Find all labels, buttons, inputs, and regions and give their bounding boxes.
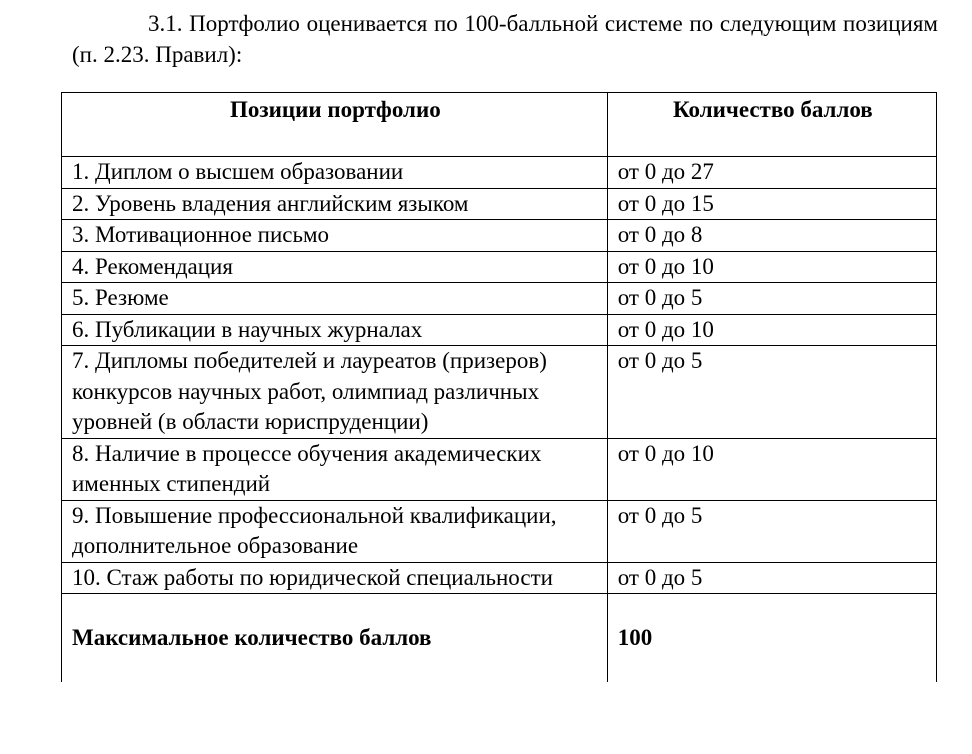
points-cell: от 0 до 8 [607, 220, 936, 252]
table-row [62, 438, 937, 500]
table-row [62, 346, 937, 439]
points-cell: от 0 до 5 [607, 562, 936, 594]
points-cell: от 0 до 15 [607, 188, 936, 220]
points-cell: от 0 до 10 [607, 251, 936, 283]
position-cell: 10. Стаж работы по юридической специальности [62, 562, 608, 594]
total-value: 100 [607, 594, 936, 683]
position-cell: 6. Публикации в научных журналах [62, 314, 608, 346]
table-row [62, 251, 937, 283]
position-cell: 9. Повышение профессиональной квалификации, дополнительное образование [62, 500, 608, 562]
position-cell: 2. Уровень владения английским языком [62, 188, 608, 220]
table-row [62, 500, 937, 562]
table-row [62, 157, 937, 189]
total-row [62, 594, 937, 683]
table-row [62, 314, 937, 346]
position-cell: 8. Наличие в процессе обучения академических именных стипендий [62, 438, 608, 500]
intro-paragraph [72, 8, 938, 70]
table-row [62, 188, 937, 220]
position-cell: 1. Диплом о высшем образовании [62, 157, 608, 189]
points-cell: от 0 до 5 [607, 500, 936, 562]
position-cell: 5. Резюме [62, 283, 608, 315]
table-row [62, 220, 937, 252]
table-header-row [62, 93, 937, 157]
points-cell: от 0 до 27 [607, 157, 936, 189]
position-cell: 7. Дипломы победителей и лауреатов (призеров) конкурсов научных работ, олимпиад различных уровней (в области юриспруденции) [62, 346, 608, 439]
table-row [62, 562, 937, 594]
header-points: Количество баллов [607, 93, 936, 157]
points-cell: от 0 до 10 [607, 314, 936, 346]
points-cell: от 0 до 10 [607, 438, 936, 500]
header-positions: Позиции портфолио [62, 93, 608, 157]
points-cell: от 0 до 5 [607, 283, 936, 315]
position-cell: 3. Мотивационное письмо [62, 220, 608, 252]
points-cell: от 0 до 5 [607, 346, 936, 439]
intro-text: 3.1. Портфолио оценивается по 100-балльной системе по следующим позициям (п. 2.23. Правил): [72, 11, 938, 67]
position-cell: 4. Рекомендация [62, 251, 608, 283]
total-label: Максимальное количество баллов [62, 594, 608, 683]
table-row [62, 283, 937, 315]
portfolio-scoring-table [61, 92, 937, 682]
